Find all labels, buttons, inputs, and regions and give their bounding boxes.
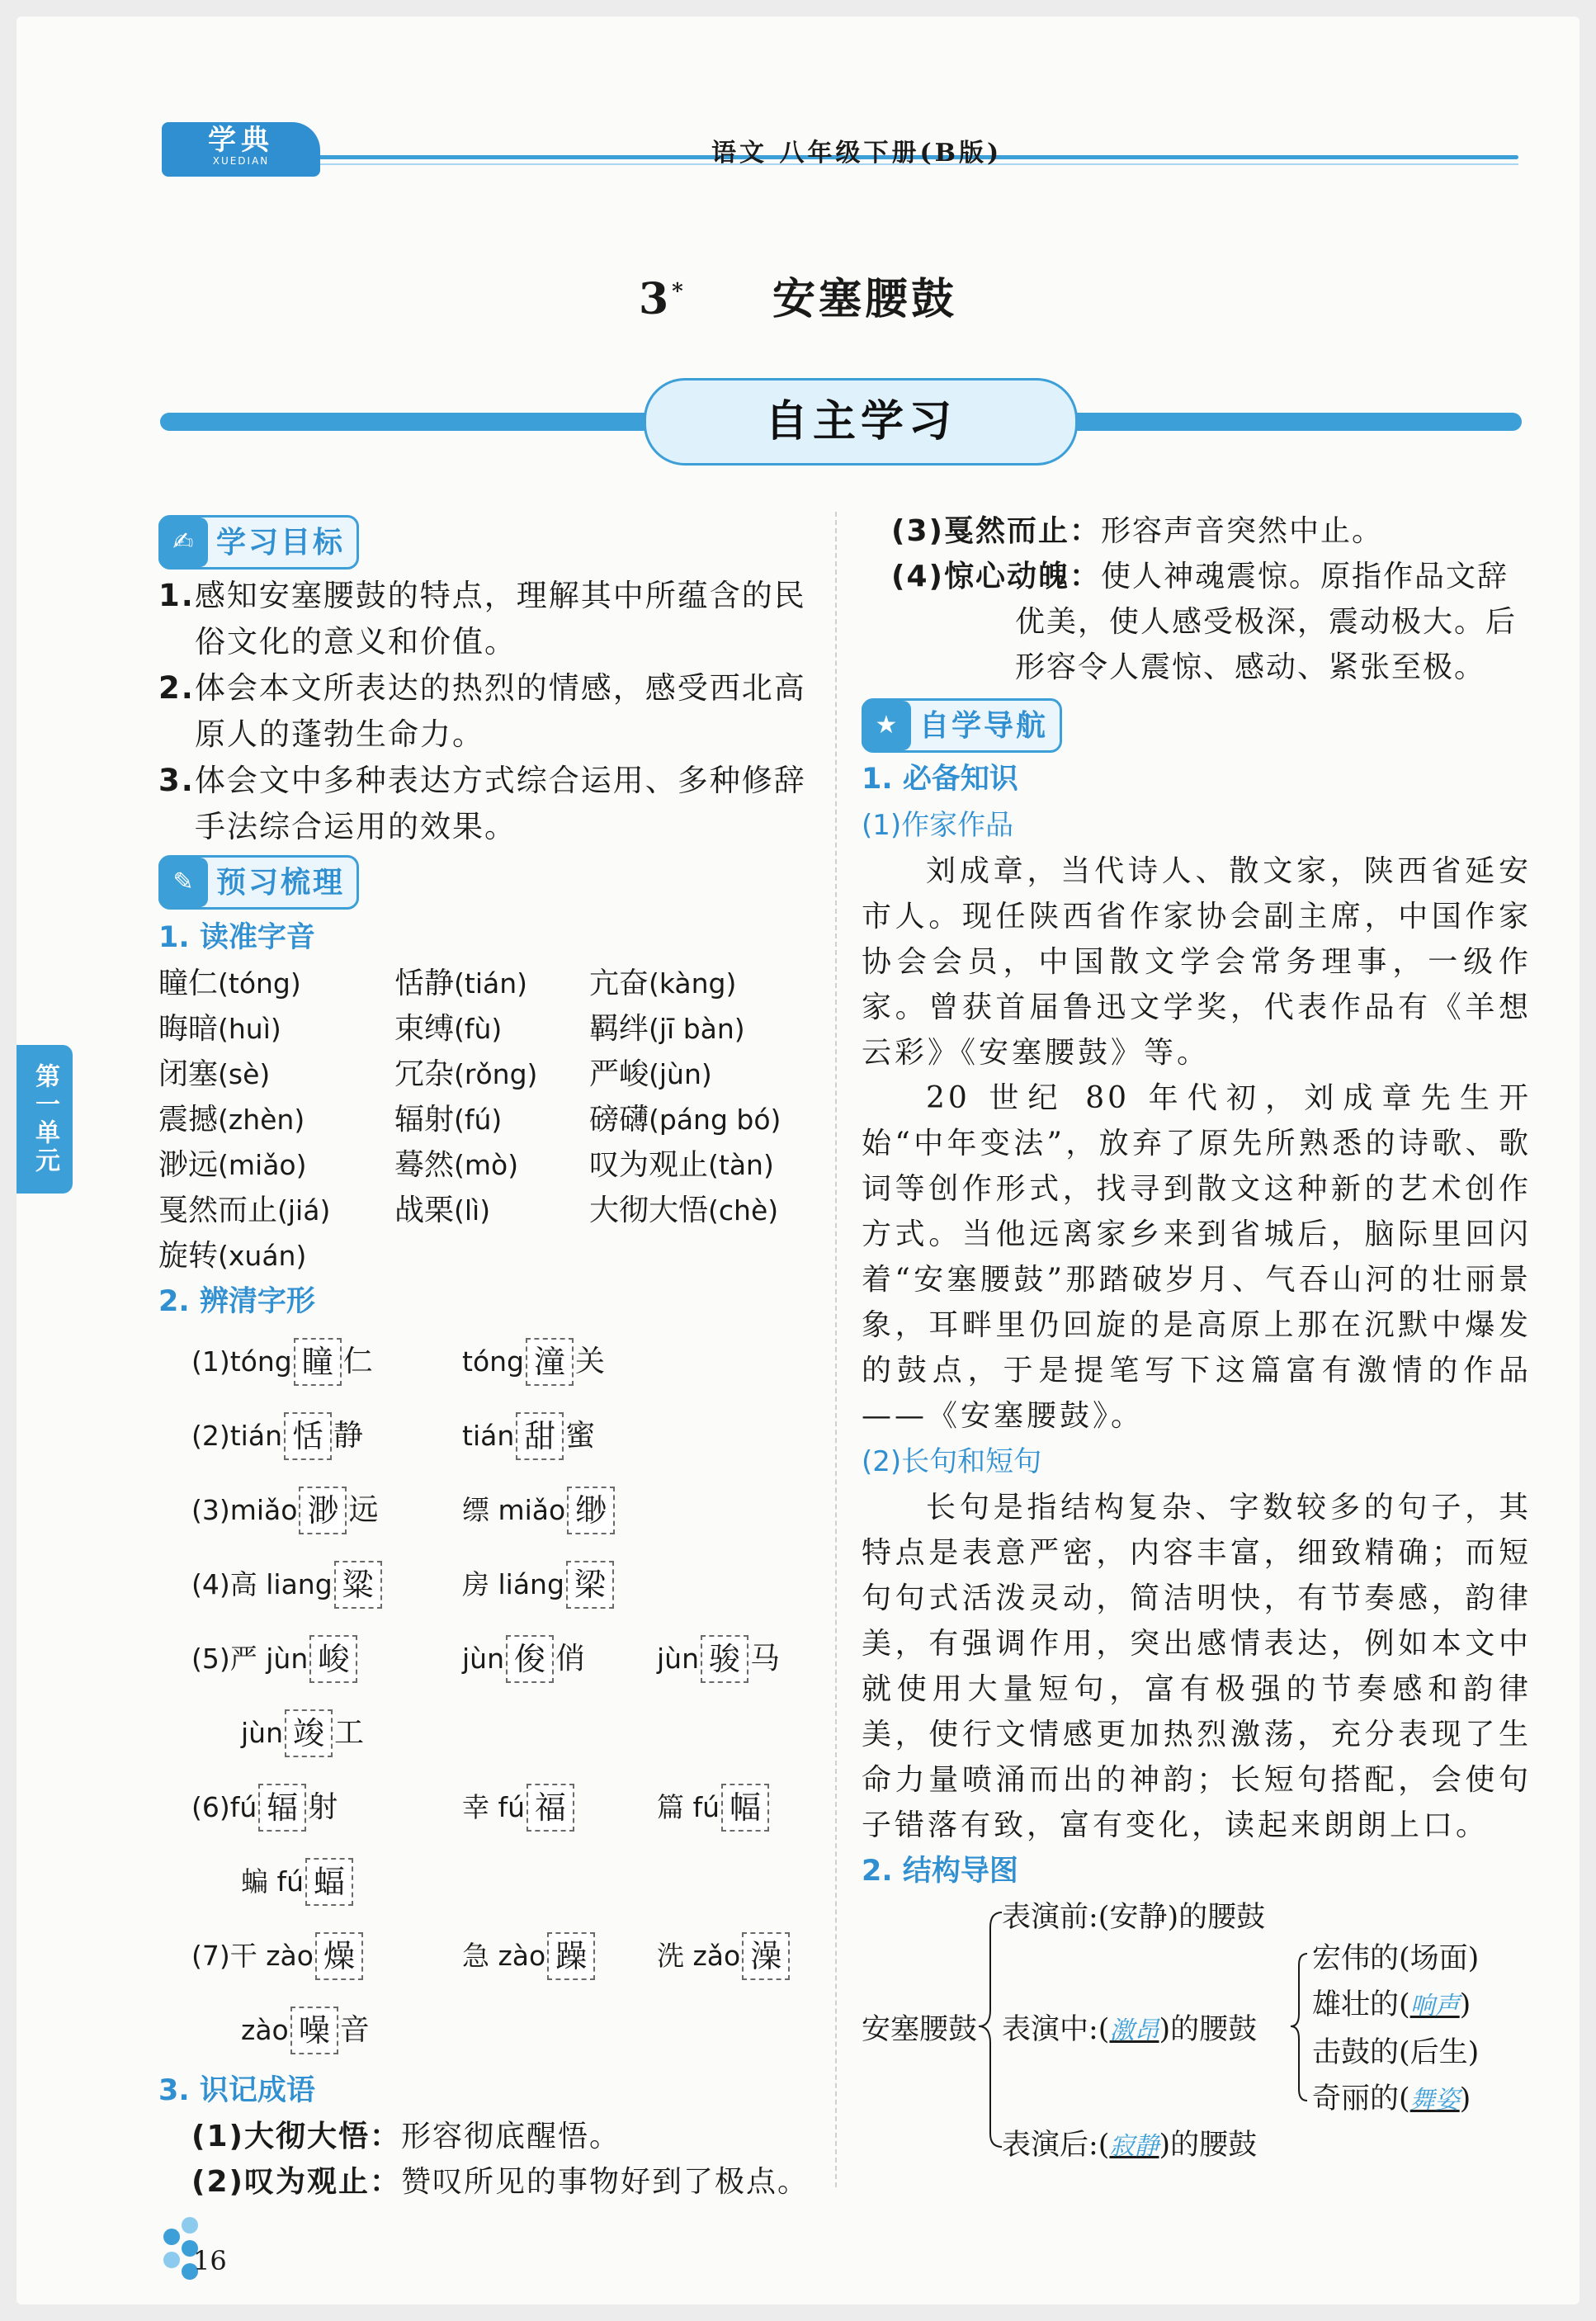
pron-item — [394, 1142, 589, 1188]
map-during-answer: 激昂 — [1109, 2016, 1159, 2045]
shape-item — [241, 1858, 355, 1906]
shape-row — [191, 1770, 819, 1845]
idiom-term: (1)大彻大悟： — [191, 2120, 401, 2153]
map-sub-answer: 响声 — [1409, 1992, 1460, 2021]
pron-word: 亢奋 — [589, 967, 649, 1000]
pron-word: 渺远 — [158, 1148, 219, 1182]
shape-pre: 蝙 fú — [241, 1865, 305, 1898]
shape-item — [657, 1635, 780, 1683]
shape-post: 远 — [348, 1493, 379, 1527]
left-column — [158, 515, 819, 2205]
pron-pinyin: (jiá) — [277, 1194, 331, 1227]
pron-pinyin: (huì) — [218, 1013, 281, 1045]
sentence-paragraph: 长句是指结构复杂、字数较多的句子，其特点是表意严密，内容丰富，细致精确；而短句句式活泼灵动，简洁明快，有节奏感，韵律美，有强调作用，突出感情表达，例如本文中就使用大量短句，富有极强的节奏感和韵律美，使行文情感更加热烈激荡，充分表现了生命力量喷涌而出的神韵；长短句搭配，会使句子错落有致，富有变化，读起来朗朗上口。 — [862, 1491, 1532, 1842]
publisher-logo — [162, 122, 320, 177]
pron-item — [158, 961, 394, 1006]
shape-char-box: 粱 — [334, 1561, 382, 1609]
shape-item — [191, 1784, 462, 1832]
shape-char-box: 甜 — [516, 1412, 564, 1460]
shape-pre: tián — [462, 1420, 515, 1452]
map-sub-post: ) — [1467, 2036, 1480, 2069]
idiom-definition: 形容彻底醒悟。 — [400, 2120, 621, 2153]
shape-row — [191, 1399, 819, 1473]
pron-pinyin: (tóng) — [218, 967, 301, 1000]
pron-item — [589, 1188, 829, 1233]
shape-row — [191, 1919, 819, 1993]
pron-item — [158, 1006, 394, 1052]
shape-pre: 幸 fú — [462, 1791, 526, 1823]
shape-char-box: 俊 — [506, 1635, 554, 1683]
pron-item — [394, 1006, 589, 1052]
pron-item — [589, 1142, 829, 1188]
shape-pre: zào — [241, 2014, 289, 2046]
map-before-answer: 安静 — [1109, 1901, 1168, 1934]
shape-pre: 洗 zǎo — [657, 1940, 741, 1972]
shape-char-box: 噪 — [290, 2007, 338, 2054]
shape-char-box: 幅 — [721, 1784, 769, 1832]
section-banner: 自主学习 — [644, 378, 1078, 466]
shape-pre: 缥 miǎo — [462, 1494, 566, 1526]
telescope-icon: ★ — [862, 701, 911, 750]
pron-pinyin: (páng bó) — [649, 1104, 781, 1136]
pron-word: 冗杂 — [394, 1057, 455, 1091]
pron-word: 战栗 — [394, 1194, 455, 1227]
unit-side-tab: 第一单元 — [17, 1045, 73, 1194]
pron-item — [589, 1006, 829, 1052]
pron-pinyin: (kàng) — [649, 967, 737, 1000]
map-before-post: )的腰鼓 — [1167, 1901, 1266, 1934]
shape-char-box: 躁 — [547, 1932, 595, 1980]
shape-item — [657, 1932, 791, 1980]
pron-word: 辐射 — [394, 1103, 455, 1137]
shape-item — [462, 1338, 657, 1386]
idiom-term: (2)叹为观止： — [191, 2165, 401, 2199]
map-after-pre: 表演后:( — [1002, 2129, 1110, 2162]
shape-pre: (6)fú — [191, 1791, 257, 1823]
goal-item — [158, 665, 819, 758]
pron-word: 晦暗 — [158, 1012, 219, 1046]
shape-item — [657, 1784, 771, 1832]
map-sub-answer: 场面 — [1409, 1942, 1468, 1975]
goal-item — [158, 573, 819, 665]
logo-english: XUEDIAN — [212, 155, 270, 167]
lesson-mark: * — [672, 279, 687, 305]
goal-text: 体会本文所表达的热烈的情感，感受西北高原人的蓬勃生命力。 — [194, 670, 806, 752]
shape-pre: (4)高 liang — [191, 1568, 333, 1600]
idiom-list-left — [158, 2114, 819, 2205]
shape-item — [462, 1784, 657, 1832]
shape-char-box: 梁 — [566, 1561, 614, 1609]
shape-post: 仁 — [342, 1345, 373, 1378]
shape-char-box: 瞳 — [294, 1338, 342, 1386]
shape-post: 音 — [339, 2013, 370, 2047]
structure-map — [862, 1894, 1532, 2162]
map-sub-item — [1312, 1936, 1479, 1982]
pron-pinyin: (rǒng) — [454, 1058, 538, 1090]
shape-char-box: 渺 — [299, 1487, 347, 1534]
idiom-item — [191, 2114, 819, 2159]
lesson-number: 3 — [638, 274, 673, 324]
map-sub-pre: 击鼓的( — [1312, 2036, 1410, 2069]
shape-pre: 急 zào — [462, 1940, 546, 1972]
idiom-definition: 形容声音突然中止。 — [1100, 514, 1383, 548]
shape-row — [191, 1473, 819, 1548]
shape-item — [241, 1709, 364, 1757]
map-sub-branches — [1312, 1936, 1479, 2124]
shape-post: 工 — [334, 1716, 365, 1750]
shape-item — [462, 1561, 657, 1609]
shape-char-box: 蝠 — [305, 1858, 353, 1906]
column-divider — [835, 512, 837, 2187]
idiom-item — [891, 554, 1532, 690]
shape-char-box: 恬 — [284, 1412, 332, 1460]
shape-title: 2. 辨清字形 — [158, 1285, 315, 1318]
nav-tag-label: 自学导航 — [919, 708, 1049, 743]
pron-pinyin: (jī bàn) — [649, 1013, 745, 1045]
shape-row — [191, 1548, 819, 1622]
pron-item — [394, 1052, 589, 1097]
shape-item — [191, 1561, 462, 1609]
shape-char-box: 澡 — [742, 1932, 790, 1980]
author-paragraph-2: 20 世纪 80 年代初，刘成章先生开始“中年变法”，放弃了原先所熟悉的诗歌、歌词等创作形式，找寻到散文这种新的艺术创作方式。当他远离家乡来到省城后，脑际里回闪着“安塞腰鼓”那踏破岁月、气吞山河的壮丽景象，耳畔里仍回旋的是高原上那在沉默中爆发的鼓点，于是提笔写下这篇富有激情的作品——《安塞腰鼓》。 — [862, 1081, 1532, 1433]
map-sub-post: ) — [1459, 2082, 1471, 2115]
pron-word: 严峻 — [589, 1057, 649, 1091]
map-sub-item — [1312, 2030, 1479, 2076]
shape-item — [462, 1635, 657, 1683]
pron-item — [589, 1097, 829, 1142]
idiom-term: (4)惊心动魄： — [891, 560, 1101, 593]
goals-tag — [158, 515, 359, 570]
idiom-definition: 使人神魂震惊。原指作品文辞优美，使人感受极深，震动极大。后形容令人震惊、感动、紧张至极。 — [1015, 560, 1518, 684]
shape-char-box: 峻 — [309, 1635, 357, 1683]
pron-item — [394, 961, 589, 1006]
shape-row — [191, 1696, 819, 1770]
sentence-title: (2)长句和短句 — [862, 1445, 1042, 1478]
shape-pre: (5)严 jùn — [191, 1643, 309, 1675]
map-after — [1002, 2122, 1257, 2170]
pron-word: 叹为观止 — [589, 1148, 709, 1182]
pron-word: 大彻大悟 — [589, 1194, 709, 1227]
reader-icon: ✍ — [158, 518, 208, 567]
pron-word: 束缚 — [394, 1012, 455, 1046]
idiom-definition: 赞叹所见的事物好到了极点。 — [400, 2165, 809, 2199]
goal-text: 感知安塞腰鼓的特点，理解其中所蕴含的民俗文化的意义和价值。 — [194, 578, 806, 659]
shape-char-box: 福 — [526, 1784, 574, 1832]
shape-item — [191, 1487, 462, 1534]
preview-tag-label: 预习梳理 — [216, 865, 346, 900]
pron-pinyin: (fù) — [454, 1013, 503, 1045]
pron-item — [158, 1142, 394, 1188]
pron-pinyin: (lì) — [454, 1194, 491, 1227]
idiom-term: (3)戛然而止： — [891, 514, 1101, 548]
pron-item — [158, 1233, 394, 1279]
idiom-item — [191, 2159, 819, 2205]
pron-word: 蓦然 — [394, 1148, 455, 1182]
pron-pinyin: (fú) — [454, 1104, 503, 1136]
shape-pre: (2)tián — [191, 1420, 282, 1452]
logo-chinese: 学典 — [208, 124, 274, 157]
shape-pre: (3)miǎo — [191, 1494, 298, 1526]
shape-item — [191, 1635, 462, 1683]
right-column — [862, 508, 1532, 2162]
goal-number: 2. — [158, 670, 195, 706]
shape-pre: (1)tóng — [191, 1345, 292, 1378]
pron-word: 戛然而止 — [158, 1194, 278, 1227]
map-sub-answer: 后生 — [1409, 2036, 1468, 2069]
shape-item — [462, 1487, 657, 1534]
book-title: 语文 八年级下册(B版) — [711, 139, 1003, 168]
map-sub-post: ) — [1459, 1988, 1471, 2021]
pron-pinyin: (xuán) — [218, 1240, 307, 1272]
shape-post: 静 — [333, 1419, 364, 1453]
shape-post: 俏 — [555, 1642, 586, 1676]
pron-item — [158, 1097, 394, 1142]
lesson-title — [17, 264, 1579, 326]
map-sub-post: ) — [1467, 1942, 1480, 1975]
shape-char-box: 竣 — [285, 1709, 333, 1757]
pron-pinyin: (chè) — [708, 1194, 779, 1227]
pron-pinyin: (mò) — [454, 1149, 519, 1181]
shape-pre: (7)干 zào — [191, 1940, 314, 1972]
map-after-answer: 寂静 — [1109, 2132, 1159, 2161]
pron-item — [394, 1188, 589, 1233]
map-sub-pre: 雄壮的( — [1312, 1988, 1410, 2021]
pron-pinyin: (jùn) — [649, 1058, 712, 1090]
shape-item — [462, 1412, 657, 1460]
shape-char-box: 缈 — [567, 1487, 615, 1534]
shape-item — [191, 1932, 462, 1980]
map-before — [1002, 1894, 1265, 1940]
map-during-pre: 表演中:( — [1002, 2013, 1110, 2046]
page-number: 16 — [193, 2245, 227, 2276]
goal-item — [158, 758, 819, 850]
shape-pre: jùn — [657, 1643, 699, 1675]
shape-row — [191, 1622, 819, 1696]
shape-item — [191, 1412, 462, 1460]
shape-post: 射 — [308, 1790, 338, 1824]
shape-item — [462, 1932, 657, 1980]
preview-tag — [158, 855, 359, 910]
pron-word: 瞳仁 — [158, 967, 219, 1000]
pencil-icon: ✎ — [158, 858, 208, 907]
pron-word: 恬静 — [394, 967, 455, 1000]
shape-pre: 房 liáng — [462, 1568, 564, 1600]
pron-title: 1. 读准字音 — [158, 921, 315, 954]
idiom-title: 3. 识记成语 — [158, 2074, 315, 2107]
shape-char-box: 燥 — [315, 1932, 363, 1980]
knowledge-title: 1. 必备知识 — [862, 763, 1018, 796]
pron-word: 闭塞 — [158, 1057, 219, 1091]
shape-pre: 篇 fú — [657, 1791, 720, 1823]
map-during-post: )的腰鼓 — [1159, 2013, 1258, 2046]
shape-char-box: 辐 — [258, 1784, 306, 1832]
goal-text: 体会文中多种表达方式综合运用、多种修辞手法综合运用的效果。 — [194, 763, 806, 844]
map-sub-pre: 宏伟的( — [1312, 1942, 1410, 1975]
pron-item — [158, 1052, 394, 1097]
idiom-list-right — [862, 508, 1532, 690]
pron-item — [158, 1188, 394, 1233]
pron-pinyin: (sè) — [218, 1058, 271, 1090]
shape-item — [241, 2007, 370, 2054]
map-sub-item — [1312, 1982, 1479, 2030]
pron-word: 旋转 — [158, 1239, 219, 1273]
shape-post: 关 — [575, 1345, 606, 1378]
shape-row — [191, 1993, 819, 2068]
idiom-item — [891, 508, 1532, 554]
nav-tag — [862, 698, 1062, 753]
pron-pinyin: (tàn) — [708, 1149, 774, 1181]
shape-char-box: 骏 — [701, 1635, 748, 1683]
pron-word: 羁绊 — [589, 1012, 649, 1046]
pron-word: 磅礴 — [589, 1103, 649, 1137]
goals-tag-label: 学习目标 — [216, 525, 346, 560]
pron-word: 震撼 — [158, 1103, 219, 1137]
shape-post: 蜜 — [565, 1419, 596, 1453]
map-after-post: )的腰鼓 — [1159, 2129, 1258, 2162]
pron-pinyin: (tián) — [454, 967, 528, 1000]
shape-pre: tóng — [462, 1345, 524, 1378]
map-title: 2. 结构导图 — [862, 1855, 1018, 1888]
shape-item — [191, 1338, 462, 1386]
shape-char-box: 潼 — [526, 1338, 574, 1386]
lesson-name: 安塞腰鼓 — [772, 274, 958, 324]
author-title: (1)作家作品 — [862, 809, 1014, 842]
author-paragraph-1: 刘成章，当代诗人、散文家，陕西省延安市人。现任陕西省作家协会副主席，中国作家协会会员，中国散文学会常务理事，一级作家。曾获首届鲁迅文学奖，代表作品有《羊想云彩》《安塞腰鼓》等。 — [862, 854, 1532, 1070]
map-root: 安塞腰鼓 — [862, 2013, 978, 2046]
pron-pinyin: (miǎo) — [218, 1149, 307, 1181]
goal-number: 1. — [158, 578, 195, 613]
shape-row — [191, 1325, 819, 1399]
pron-item — [589, 961, 829, 1006]
shape-pre: jùn — [462, 1643, 504, 1675]
textbook-page — [17, 17, 1579, 2304]
goal-number: 3. — [158, 763, 195, 798]
pron-item — [589, 1052, 829, 1097]
pron-item — [394, 1097, 589, 1142]
pron-pinyin: (zhèn) — [218, 1104, 305, 1136]
map-before-pre: 表演前:( — [1002, 1901, 1110, 1934]
map-sub-item — [1312, 2076, 1479, 2124]
map-sub-answer: 舞姿 — [1409, 2086, 1460, 2115]
shape-row — [191, 1845, 819, 1919]
map-during — [1002, 2007, 1257, 2054]
pronunciation-grid — [158, 961, 819, 1279]
shape-pre: jùn — [241, 1717, 283, 1749]
shape-list — [158, 1325, 819, 2068]
map-sub-pre: 奇丽的( — [1312, 2082, 1410, 2115]
goals-list — [158, 573, 819, 850]
shape-post: 马 — [750, 1642, 781, 1676]
